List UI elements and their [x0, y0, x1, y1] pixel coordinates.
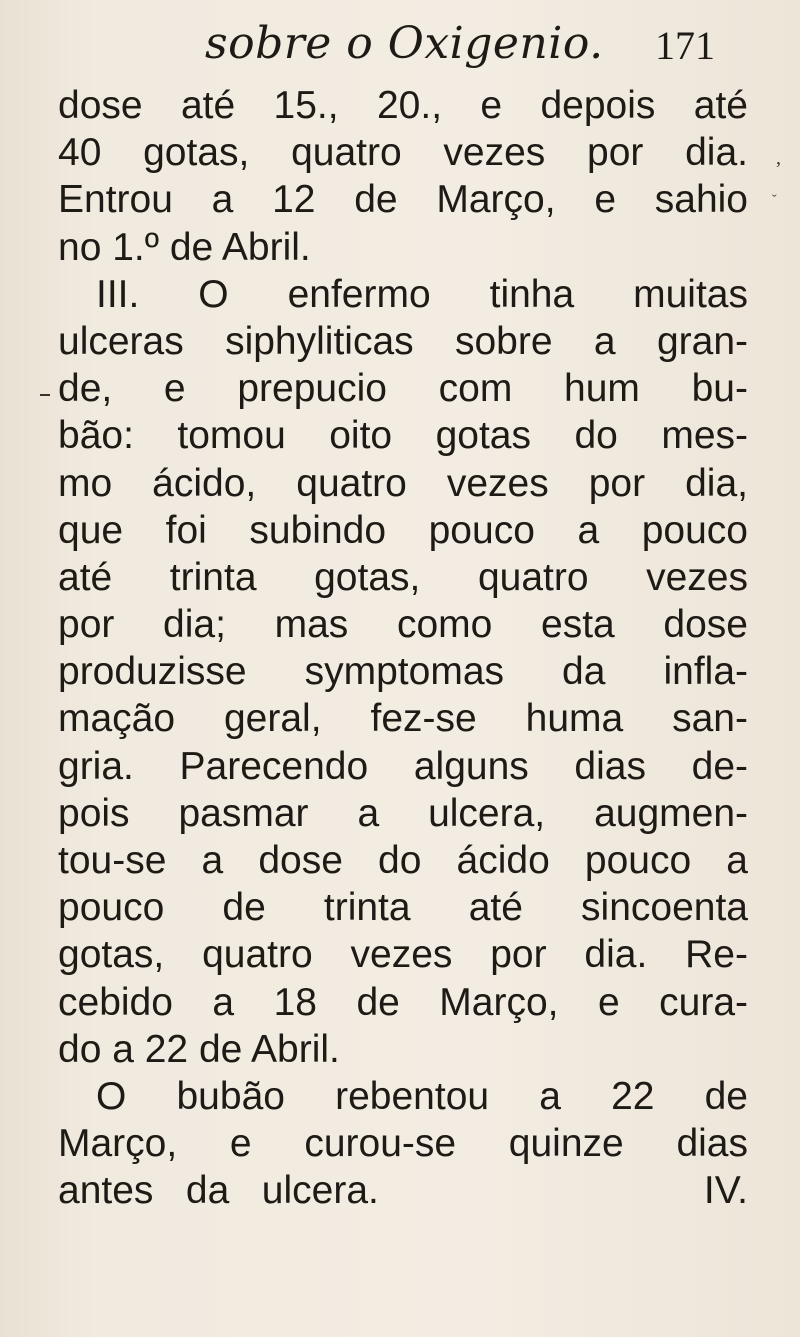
text-line: ulceras siphyliticas sobre a gran-	[58, 319, 748, 363]
text-line: Março, e curou-se quinze dias	[58, 1122, 748, 1166]
running-title: sobre o Oxigenio.	[205, 18, 604, 69]
text-line: mo ácido, quatro vezes por dia,	[58, 461, 748, 505]
margin-speck: ,	[776, 147, 781, 169]
text-line: mação geral, fez-se huma san-	[58, 697, 748, 741]
text-line: por dia; mas como esta dose	[58, 603, 748, 647]
text-line: no 1.º de Abril.	[58, 225, 311, 269]
margin-speck	[40, 394, 50, 396]
text-line: pouco de trinta até sincoenta	[58, 886, 748, 930]
text-line: Entrou a 12 de Março, e sahio	[58, 178, 748, 222]
text-line: cebido a 18 de Março, e cura-	[58, 980, 748, 1024]
text-line: do a 22 de Abril.	[58, 1027, 340, 1071]
text-line: O bubão rebentou a 22 de	[96, 1074, 748, 1118]
text-line: gotas, quatro vezes por dia. Re-	[58, 933, 748, 977]
text-line: pois pasmar a ulcera, augmen-	[58, 791, 748, 835]
running-head	[0, 18, 800, 78]
text-line: gria. Parecendo alguns dias de-	[58, 744, 748, 788]
text-line: 40 gotas, quatro vezes por dia.	[58, 131, 748, 175]
text-line: tou-se a dose do ácido pouco a	[58, 839, 748, 882]
text-line: dose até 15., 20., e depois até	[58, 84, 748, 127]
body-text	[58, 82, 748, 1215]
text-line: de, e prepucio com hum bu-	[58, 367, 748, 411]
text-line: bão: tomou oito gotas do mes-	[58, 414, 748, 458]
margin-speck: ˇ	[772, 193, 777, 208]
text-line: III. O enfermo tinha muitas	[96, 272, 748, 316]
text-line: até trinta gotas, quatro vezes	[58, 555, 748, 599]
text-line: produzisse symptomas da infla-	[58, 650, 748, 694]
page-number: 171	[655, 23, 715, 68]
text-line: que foi subindo pouco a pouco	[58, 508, 748, 552]
text-line: antes da ulcera. IV.	[58, 1169, 748, 1213]
